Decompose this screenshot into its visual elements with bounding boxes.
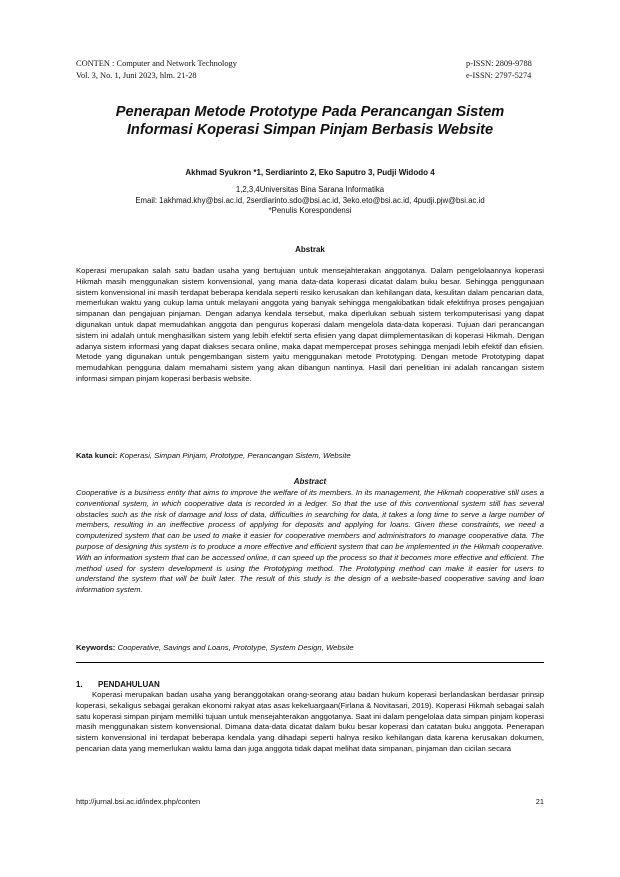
journal-name: CONTEN : Computer and Network Technology bbox=[76, 59, 237, 68]
author-list: Akhmad Syukron *1, Serdiarinto 2, Eko Saputro 3, Pudji Widodo 4 bbox=[185, 168, 435, 177]
footer-url: http://jurnal.bsi.ac.id/index.php/conten bbox=[76, 797, 201, 806]
institution: 1,2,3,4Universitas Bina Sarana Informatika bbox=[235, 185, 385, 194]
abstrak-text: Koperasi merupakan salah satu badan usaha yang bertujuan untuk mensejahterakan anggotanya. Dalam pengelolaannya koperasi Hikmah masih menggunakan sistem konvensional, yang mana data-data koperasi dicatat dalam buku besar. Sehingga penggunaan sistem konvensional ini masih terdapat beberapa kendala seperti resiko kerusakan dan kehilangan data, kesulitan dalam pencarian data, memerlukan waktu yang cukup lama untuk melayani anggota yang banyak sehingga mengakibatkan tidak efektifnya proses pengajuan simpanan dan pengajuan pinjaman. Dengan adanya kendala tersebut, maka diperlukan sebuah sistem terkomputerisasi yang dapat digunakan untuk dapat memudahkan anggota dan pengurus koperasi dalam mengelola data-data koperasi. Tujuan dari perancangan sistem ini adalah untuk menghasilkan sistem yang lebih efektif serta efisien yang dapat diimplementasikan di koperasi Hikmah. Dengan adanya sistem informasi yang dapat diakses secara online, maka dapat mempercepat proses sehingga menjadi lebih efektif dan efisien. Metode yang digunakan untuk pengembangan sistem yaitu menggunakan metode Prototyping. Dengan metode Prototyping dapat memudahkan pengguna dalam memahami sistem yang akan dibangun nantinya. Hasil dari penelitian ini adalah rancangan sistem informasi simpan pinjam koperasi berbasis website. bbox=[76, 266, 544, 383]
affiliation-block bbox=[40, 185, 580, 217]
keywords bbox=[76, 643, 544, 652]
paper-title bbox=[60, 104, 560, 139]
kata-kunci-values: Koperasi, Simpan Pinjam, Prototype, Perancangan Sistem, Website bbox=[119, 451, 351, 460]
corresponding-note: *Penulis Korespondensi bbox=[268, 206, 352, 215]
paper-title-line2: Informasi Koperasi Simpan Pinjam Berbasis Website bbox=[126, 121, 494, 138]
abstract-heading: Abstract bbox=[293, 477, 327, 486]
paper-title-line1: Penerapan Metode Prototype Pada Perancangan Sistem bbox=[115, 104, 505, 120]
section-divider bbox=[76, 662, 544, 663]
kata-kunci-label: Kata kunci: bbox=[76, 451, 118, 460]
journal-volume: Vol. 3, No. 1, Juni 2023, hlm. 21-28 bbox=[76, 70, 197, 80]
section-title: PENDAHULUAN bbox=[98, 680, 160, 689]
author-emails: Email: 1akhmad.khy@bsi.ac.id, 2serdiarinto.sdo@bsi.ac.id, 3eko.eto@bsi.ac.id, 4pudji.pjw@bsi.ac.id bbox=[135, 195, 485, 205]
intro-paragraph: Koperasi merupakan badan usaha yang beranggotakan orang-seorang atau badan hukum koperasi berlandaskan berdasar prinsip koperasi, sekaligus sebagai gerakan ekonomi rakyat atas asas kekeluargaan(Firlana & Novitasari, 2019). Koperasi Hikmah sebagai salah satu koperasi simpan pinjam memiliki tujuan untuk mensejahterakan anggotanya. Saat ini dalam pengelolaa data simpan pinjam koperasi masih menggunakan sistem konvensional. Dimana data-data dicatat dalam buku besar koperasi dan catatan buku anggota. Penerapan sistem konvensional ini terdapat beberapa kendala yang dihadapi seperti halnya resiko kehilangan data karena kerusakan dokumen, pencarian data yang memerlukan waktu lama dan juga anggota tidak dapat melihat data simpanan, pinjaman dan cicilan secara bbox=[76, 690, 544, 753]
keywords-values: Cooperative, Savings and Loans, Prototype, System Design, Website bbox=[117, 643, 354, 652]
pissn: p-ISSN: 2809-9788 bbox=[466, 59, 532, 68]
kata-kunci bbox=[76, 451, 544, 460]
journal-header-right bbox=[466, 58, 532, 81]
section-heading bbox=[76, 680, 160, 689]
abstract-text: Cooperative is a business entity that aims to improve the welfare of its members. In its management, the Hikmah cooperative still uses a conventional system, in which cooperative data is recorded in a ledger. So that the use of this conventional system still has several obstacles such as the risk of damage and loss of data, difficulties in searching for data, it takes a long time to serve a large number of members, resulting in an ineffective process of applying for deposits and applying for loans. Given these constraints, we need a computerized system that can be used to make it easier for cooperative members and administrators to manage cooperative data. The purpose of designing this system is to produce a more effective and efficient system that can be implemented in the Hikmah cooperative. With an information system that can be accessed online, it can speed up the process so that it becomes more effective and efficient. The method used for system development is using the Prototyping method. The Prototyping method can make it easier for users to understand the system that will be built later. The result of this study is the design of a website-based cooperative saving and loan information system. bbox=[76, 488, 544, 595]
eissn: e-ISSN: 2797-5274 bbox=[466, 70, 532, 80]
keywords-label: Keywords: bbox=[76, 643, 116, 652]
page-number: 21 bbox=[535, 797, 544, 806]
section-number: 1. bbox=[76, 680, 83, 689]
journal-header-left bbox=[76, 58, 237, 81]
abstrak-heading: Abstrak bbox=[295, 245, 325, 254]
